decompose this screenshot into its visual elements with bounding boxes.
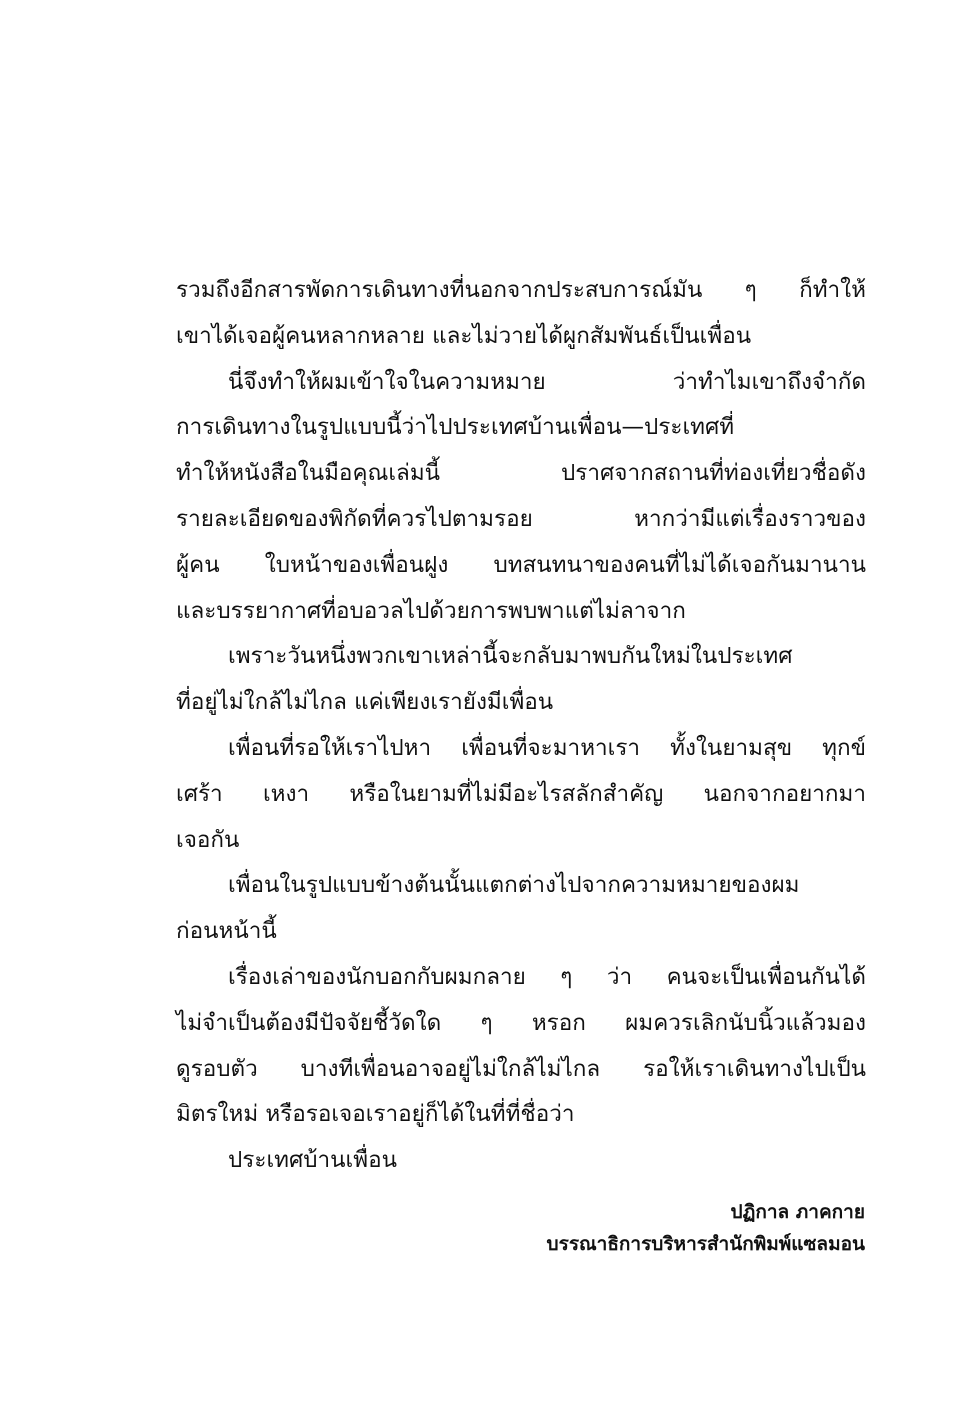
author-title: บรรณาธิการบริหารสำนักพิมพ์แซลมอน — [546, 1233, 865, 1255]
text-line: ที่อยู่ไม่ใกล้ไม่ไกล แค่เพียงเรายังมีเพื่อน — [176, 689, 554, 716]
text-line: นี่จึงทำให้ผมเข้าใจในความหมาย ว่าทำไมเขาถึงจำกัด — [228, 368, 866, 395]
text-line: การเดินทางในรูปแบบนี้ว่าไปประเทศบ้านเพื่อน—ประเทศที่ — [176, 414, 735, 441]
text-line: ก่อนหน้านี้ — [176, 918, 277, 945]
text-line: รวมถึงอีกสารพัดการเดินทางที่นอกจากประสบการณ์มัน ๆ ก็ทำให้ — [176, 277, 866, 303]
text-line: เจอกัน — [176, 826, 240, 853]
text-line: เศร้า เหงา หรือในยามที่ไม่มีอะไรสลักสำคัญ นอกจากอยากมา — [176, 780, 866, 807]
text-line: เพราะวันหนึ่งพวกเขาเหล่านี้จะกลับมาพบกันใหม่ในประเทศ — [228, 643, 793, 670]
text-line: ไม่จำเป็นต้องมีปัจจัยชี้วัดใด ๆ หรอก ผมควรเลิกนับนิ้วแล้วมอง — [176, 1009, 866, 1036]
text-line: และบรรยากาศที่อบอวลไปด้วยการพบพาแต่ไม่ลาจาก — [176, 597, 686, 624]
text-line: ผู้คน ใบหน้าของเพื่อนฝูง บทสนทนาของคนที่ไม่ได้เจอกันมานาน — [176, 551, 866, 578]
text-line: มิตรใหม่ หรือรอเจอเราอยู่ก็ได้ในที่ที่ชื่อว่า — [176, 1101, 575, 1128]
body-text — [176, 268, 866, 1184]
author-name: ปฏิกาล ภาคกาย — [730, 1201, 865, 1223]
signature-block — [547, 1196, 865, 1260]
text-line: ประเทศบ้านเพื่อน — [228, 1147, 397, 1174]
text-line: เพื่อนในรูปแบบข้างต้นนั้นแตกต่างไปจากความหมายของผม — [228, 872, 800, 899]
text-line: ดูรอบตัว บางทีเพื่อนอาจอยู่ไม่ใกล้ไม่ไกล รอให้เราเดินทางไปเป็น — [176, 1055, 866, 1082]
text-line: รายละเอียดของพิกัดที่ควรไปตามรอย หากว่ามีแต่เรื่องราวของ — [176, 505, 866, 532]
text-line: เขาได้เจอผู้คนหลากหลาย และไม่วายได้ผูกสัมพันธ์เป็นเพื่อน — [176, 322, 752, 349]
text-line: เพื่อนที่รอให้เราไปหา เพื่อนที่จะมาหาเรา ทั้งในยามสุข ทุกข์ — [228, 734, 866, 761]
text-line: ทำให้หนังสือในมือคุณเล่มนี้ ปราศจากสถานที่ท่องเที่ยวชื่อดัง — [176, 460, 866, 487]
text-line: เรื่องเล่าของนักบอกกับผมกลาย ๆ ว่า คนจะเป็นเพื่อนกันได้ — [228, 963, 866, 990]
